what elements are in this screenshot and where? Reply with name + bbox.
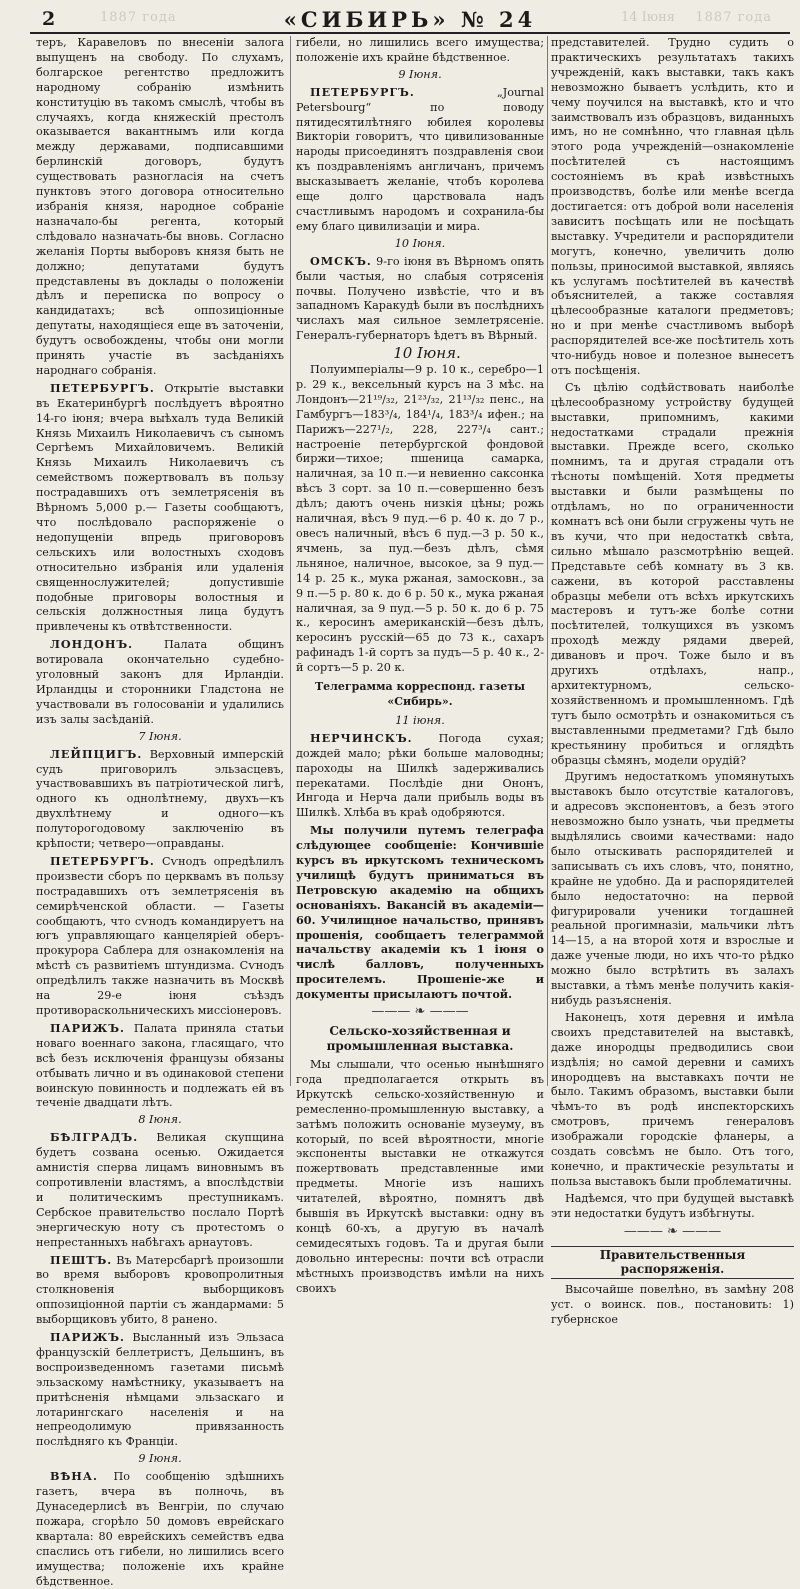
section-heading: Сельско-хозяйственная и промышленная выставка.	[326, 1024, 514, 1053]
dispatch-text: Палата общинъ вотировала окончательно судебно-уголовный законъ для Ирландiи. Ирландцы и сторонники Гладстона не участвовали въ голосованiи и удалились изъ залы засѣданiй.	[36, 638, 284, 726]
dispatch	[36, 381, 284, 635]
dispatch-place: НЕРЧИНСКЪ.	[310, 730, 413, 745]
dispatch-date: 10 Iюня.	[393, 344, 461, 363]
column-2	[296, 36, 544, 1295]
dispatch-text: Въ Матерсбаргѣ произошли во время выборовъ кровопролитныя столкновенiя выборщиковъ оппозицiонной партiи съ жандармами: 5 выборщиковъ убито, 8 ранено.	[36, 1253, 284, 1327]
article-paragraph: Наконецъ, хотя деревня и имѣла своихъ представителей на выставкѣ, даже инородцы предводились свои издѣлiя; но самой деревни и самихъ инородцевъ на выставкахъ почти не было. Такимъ образомъ, выставки были чѣмъ-то въ родѣ инспекторскихъ смотровъ, причемъ генераловъ изображали городскiе фланеры, а создать совсѣмъ не было. Отъ того, конечно, и практическiе результаты и польза выставокъ были проблематичны.	[551, 1010, 794, 1188]
dispatch-date: 11 iюня.	[395, 713, 445, 727]
dispatch	[36, 637, 284, 727]
article-paragraph: Надѣемся, что при будущей выставкѣ эти недостатки будутъ избѣгнуты.	[551, 1191, 794, 1220]
dispatch-place: ЛОНДОНЪ.	[50, 637, 134, 652]
column-divider	[290, 36, 291, 1086]
dispatch-place: ЛЕЙПЦИГЪ.	[50, 746, 143, 761]
dispatch-text: Открытiе выставки въ Екатеринбургѣ послѣдуетъ вѣроятно 14-го iюня; вчера выѣхалъ туда Великiй Князь Михаилъ Николаевичъ съ сыномъ Сергѣемъ Михайловичемъ. Великiй Князь Михаилъ Николаевичъ съ семействомъ пожертвовалъ въ пользу пострадавшихъ отъ землетрясенiя въ Вѣрномъ 5,000 р.— Газеты сообщаютъ, что послѣдовало распоряженiе о недопущенiи впредь приговоровъ сельскихъ или волостныхъ сходовъ относительно избранiя или удаленiя священнослужителей; допустившiе подобные приговоры волостныя и сельскiя должностныя лица будутъ привлечены къ отвѣтственности.	[36, 381, 284, 634]
faint-header-right-date: 14 Iюня	[621, 10, 675, 25]
dispatch-text: Погода сухая; дождей мало; рѣки больше маловодны; пароходы на Шилкѣ задерживались перекатами. Послѣдiе дни Ононъ, Ингода и Нерча дали прибыль воды въ Шилкѣ. Хлѣба въ краѣ одобряются.	[296, 731, 544, 820]
section-heading: Правительственныя распоряженiя.	[551, 1246, 794, 1280]
dispatch	[36, 854, 284, 1019]
dispatch-date: 9 Iюня.	[138, 1452, 182, 1466]
dispatch-place: ОМСКЪ.	[310, 253, 372, 268]
dispatch-date: 10 Iюня.	[394, 236, 446, 250]
dispatch	[36, 1130, 284, 1250]
telegram-heading: Телеграмма корреспонд. газеты «Сибирь».	[314, 680, 526, 708]
dispatch-place: ПЕТЕРБУРГЪ.	[50, 380, 155, 395]
article-paragraph: Высочайше повелѣно, въ замѣну 208 уст. о воинск. пов., постановить: 1) губернское	[551, 1283, 794, 1327]
dispatch-text: 9-го iюня въ Вѣрномъ опять были частыя, но слабыя сотрясенiя почвы. Получено извѣстiе, что и въ западномъ Каракудѣ были въ послѣднихъ числахъ мая сильное землетрясенiе. Генералъ-губернаторъ ѣдетъ въ Вѣрный.	[296, 254, 544, 343]
dispatch-place: ПАРИЖЪ.	[50, 1330, 125, 1345]
dispatch-place: ПЕТЕРБУРГЪ.	[310, 84, 415, 99]
dispatch-text: „Journal Petersbourg“ по поводу пятидесятилѣтняго юбилея королевы Викторiи говоритъ, что цивилизованные народы присоединятъ поздравленiя свои къ поздравленiямъ англичанъ, причемъ высказываетъ желанiе, чтобъ королева еще долго царствовала надъ счастливымъ народомъ и сохранила-бы ему благо цивилизацiи и мира.	[296, 85, 544, 233]
article-paragraph: теръ, Каравеловъ по внесенiи залога выпущенъ на свободу. По слухамъ, болгарское регентство предложитъ народному собранiю измѣнить конституцiю въ такомъ смыслѣ, чтобы въ случаяхъ, когда княжескiй престолъ оказывается вакантнымъ или когда между державами, подписавшими берлинскiй договоръ, будутъ существовать разногласiя на счетъ пунктовъ этого договора относительно избранiя князя, народное собранiе назначало-бы регента, который слѣдовало назначать-бы вновь. Согласно желанiя Порты выборовъ князя быть не должно; депутатами будутъ представлены въ доклады о положенiи дѣлъ и переписка по вопросу о кандидатахъ; всѣ оппозицiонные депутаты, находящiеся еще въ заточенiи, будутъ освобождены, чтобы они могли принять участiе въ засѣданiяхъ народнаго собранiя.	[36, 36, 284, 377]
dispatch-date: 9 Iюня.	[398, 67, 442, 81]
bold-notice: Мы получили путемъ телеграфа слѣдующее сообщенiе: Кончившiе курсъ въ иркутскомъ техническомъ училищѣ будутъ приниматься въ Петровскую академiю на общихъ основанiяхъ. Вакансiй въ академiи—60. Училищное начальство, принявъ прошенiя, сообщаетъ телеграммой начальству академiи къ 1 iюня о числѣ балловъ, полученныхъ просителемъ. Прошенiе-же и документы присылаютъ почтой.	[296, 823, 544, 1002]
page-header	[30, 6, 790, 34]
article-paragraph: гибели, но лишились всего имущества; положенiе ихъ крайне бѣдственное.	[296, 36, 544, 64]
dispatch	[36, 1253, 284, 1329]
dispatch	[36, 747, 284, 852]
dispatch-date: 7 Iюня.	[138, 729, 182, 743]
page-number: 2	[42, 8, 56, 30]
column-3	[551, 36, 794, 1327]
dispatch-text: Высланный изъ Эльзаса французскiй беллетристъ, Дельшинъ, въ воспроизведенномъ газетами письмѣ эльзаскому намѣстнику, указываетъ на притѣсненiя нѣмцами эльзаскаго и лотарингскаго населенiя и на непреодолимую привязанность послѣдняго къ Францiи.	[36, 1331, 284, 1449]
dispatch-place: ПЕШТЪ.	[50, 1252, 113, 1267]
faint-header-right-year: 1887 года	[695, 10, 772, 25]
dispatch	[36, 1330, 284, 1450]
article-paragraph: Мы слышали, что осенью нынѣшняго года предполагается открыть въ Иркутскѣ сельско-хозяйственную и ремесленно-промышленную выставку, а затѣмъ положить основанiе музеуму, въ который, по всей вѣроятности, многiе экспоненты выставки не откажутся пожертвовать представленные ими предметы. Многiе изъ нашихъ читателей, вѣроятно, помнятъ двѣ бывшiя въ Иркутскѣ выставки: одну въ концѣ 60-хъ, а другую въ началѣ семидесятыхъ годовъ. Та и другая были довольно интересны: почти всѣ отрасли мѣстныхъ производствъ имѣли на нихъ своихъ	[296, 1058, 544, 1295]
dispatch	[36, 1021, 284, 1111]
dispatch	[36, 1469, 284, 1589]
article-paragraph: Другимъ недостаткомъ упомянутыхъ выставокъ было отсутствiе каталоговъ, и адресовъ экспонентовъ, а безъ этого невозможно было узнать, чьи предметы выдѣлялись своими качествами: надо было отыскивать распорядителей и записывать съ ихъ словъ, что, понятно, крайне не удобно. Да и распорядителей было недостаточно: на первой фигурировали ученики тогдашней реальной прогимназiи, мальчики лѣтъ 14—15, а на второй хотя и взрослые и даже ученые люди, но ихъ что-то рѣдко можно было встрѣтить въ залахъ выставки, а тѣмъ менѣе получить какiя-нибудь разъясненiя.	[551, 770, 794, 1007]
ornament-divider: ——— ❧ ———	[623, 1223, 722, 1239]
newspaper-title: «СИБИРЬ» № 24	[283, 7, 537, 32]
dispatch-text: Палата приняла статьи новаго военнаго закона, гласящаго, что всѣ безъ исключенiя французы обязаны отбывать лично и въ одинаковой степени воинскую повинность и подлежать ей въ теченiе двадцати лѣтъ.	[36, 1021, 284, 1110]
dispatch-text: Верховный имперскiй судъ приговорилъ эльзасцевъ, участвовавшихъ въ патрiотической лигѣ, одного къ однолѣтнему, двухъ—къ двухлѣтнему и одного—къ полуторогодовому заключенiю въ крѣпости; четверо—оправданы.	[36, 747, 284, 851]
dispatch-text: По сообщенiю здѣшнихъ газетъ, вчера въ полночь, въ Дунаседерлисѣ въ Венгрiи, по случаю пожара, сгорѣло 50 домовъ еврейскаго квартала: 80 еврейскихъ семействъ едва спаслись отъ гибели, но лишились всего имущества; положенiе ихъ крайне бѣдственное.	[36, 1470, 284, 1588]
dispatch-text: Сѵнодъ опредѣлилъ произвести сборъ по церквамъ въ пользу пострадавшихъ отъ землетрясенiя въ семирѣченской области. — Газеты сообщаютъ, что сѵнодъ командируетъ на югъ управляющаго канцелярiей оберъ-прокурора Саблера для ознакомленiя на мѣстѣ съ развитiемъ штундизма. Сѵнодъ опредѣлилъ также назначить въ Москвѣ на 29-е iюня съѣздъ противораскольническихъ миссiонеровъ.	[36, 854, 284, 1017]
article-paragraph: Съ цѣлiю содѣйствовать наиболѣе цѣлесообразному устройству будущей выставки, припомнимъ, какими недостатками страдали прежнiя выставки. Прежде всего, сколько помнимъ, та и другая страдали отъ тѣсноты помѣщенiй. Хотя предметы выставки и были размѣщены по отдѣламъ, но по ограниченности комнатъ всѣ они были сгружены чуть не въ кучи, что при недостаткѣ свѣта, сильно мѣшало разсмотрѣнiю вещей. Представьте себѣ комнату въ 3 кв. сажени, въ которой расставлены образцы мебели отъ всѣхъ иркутскихъ мастеровъ и тутъ-же болѣе сотни посѣтителей, толкущихся въ узкомъ проходѣ между рядами дверей, дивановъ и проч. Тоже было и въ другихъ отдѣлахъ, напр., архитектурномъ, сельско-хозяйственномъ и промышленномъ. Гдѣ тутъ было осмотрѣть и ознакомиться съ выставленными предметами? Гдѣ было крестьянину пробиться и оглядѣть образцы сѣмянъ, модели орудiй?	[551, 380, 794, 767]
column-divider	[547, 36, 548, 1086]
dispatch-place: БѢЛГРАДЪ.	[50, 1130, 139, 1145]
article-paragraph: представителей. Трудно судить о практическихъ результатахъ такихъ учрежденiй, какъ выставки, такъ какъ невозможно бываетъ услѣдить, кто и чему поучился на выставкѣ, кто и что заимствовалъ изъ образцовъ, виданныхъ имъ, но не сомнѣнно, что главная цѣль этого рода учрежденiй—ознакомленiе посѣтителей съ настоящимъ состоянiемъ въ краѣ извѣстныхъ производствъ, болѣе или менѣе всегда достигается: отъ доброй воли населенiя зависитъ посѣщать или не посѣщать выставку. Учредители и распорядители могутъ, конечно, увеличить долю пользы, приносимой выставкой, являясь къ услугамъ посѣтителей въ качествѣ объяснителей, а также составляя цѣлесообразные каталоги предметовъ; но и при менѣе счастливомъ выборѣ распорядителей все-же посѣтитель хоть что-нибудь новое и полезное вынесетъ отъ посѣщенiя.	[551, 36, 794, 377]
dispatch-place: ПАРИЖЪ.	[50, 1020, 125, 1035]
dispatch-place: ВѢНА.	[50, 1469, 98, 1484]
market-report: Полуимперiалы—9 р. 10 к., серебро—1 р. 29 к., вексельный курсъ на 3 мѣс. на Лондонъ—21¹⁹/₃₂, 21²³/₃₂, 21¹³/₃₂ пенс., на Гамбургъ—183³/₄, 184¹/₄, 183³/₄ ифен.; на Парижъ—227¹/₂, 228, 227³/₄ сант.; настроенiе петербургской фондовой биржи—тихое; пшеница самарка, наличная, за 10 п.—и невиенно саксонка вѣсъ 3 сорт. за 10 п.—совершенно безъ дѣлъ; даютъ очень низкiя цѣны; рожь наличная, вѣсъ 9 пуд.—6 р. 40 к. до 7 р., овесъ наличный, вѣсъ 6 пуд.—3 р. 50 к., ячмень, за пуд.—безъ дѣлъ, сѣмя льняное, наличное, высокое, за 9 пуд.—14 р. 25 к., мука ржаная, замосковн., за 9 п.—5 р. 80 к. до 6 р. 50 к., мука ржаная наличная, за 9 пуд.—5 р. 50 к. до 6 р. 75 к., керосинъ американскiй—безъ дѣлъ, керосинъ русскiй—65 до 73 к., сахаръ рафинадъ 1-й сортъ за пудъ—5 р. 40 к., 2-й сортъ—5 р. 20 к.	[296, 363, 544, 675]
dispatch	[296, 731, 544, 821]
column-1	[36, 36, 284, 1588]
faint-header-left: 1887 года	[100, 10, 177, 25]
dispatch-date: 8 Iюня.	[138, 1113, 182, 1127]
dispatch	[296, 254, 544, 344]
dispatch-text: Великая скупщина будетъ созвана осенью. Ожидается амнистiя сперва лицамъ виновнымъ въ сопротивленiи властямъ, а впослѣдствiи и политическимъ преступникамъ. Сербское правительство послало Портѣ энергическую ноту съ протестомъ о непрестанныхъ набѣгахъ арнаутовъ.	[36, 1131, 284, 1249]
ornament-divider: ——— ❧ ———	[371, 1004, 469, 1020]
dispatch	[296, 85, 544, 235]
dispatch-place: ПЕТЕРБУРГЪ.	[50, 853, 155, 868]
